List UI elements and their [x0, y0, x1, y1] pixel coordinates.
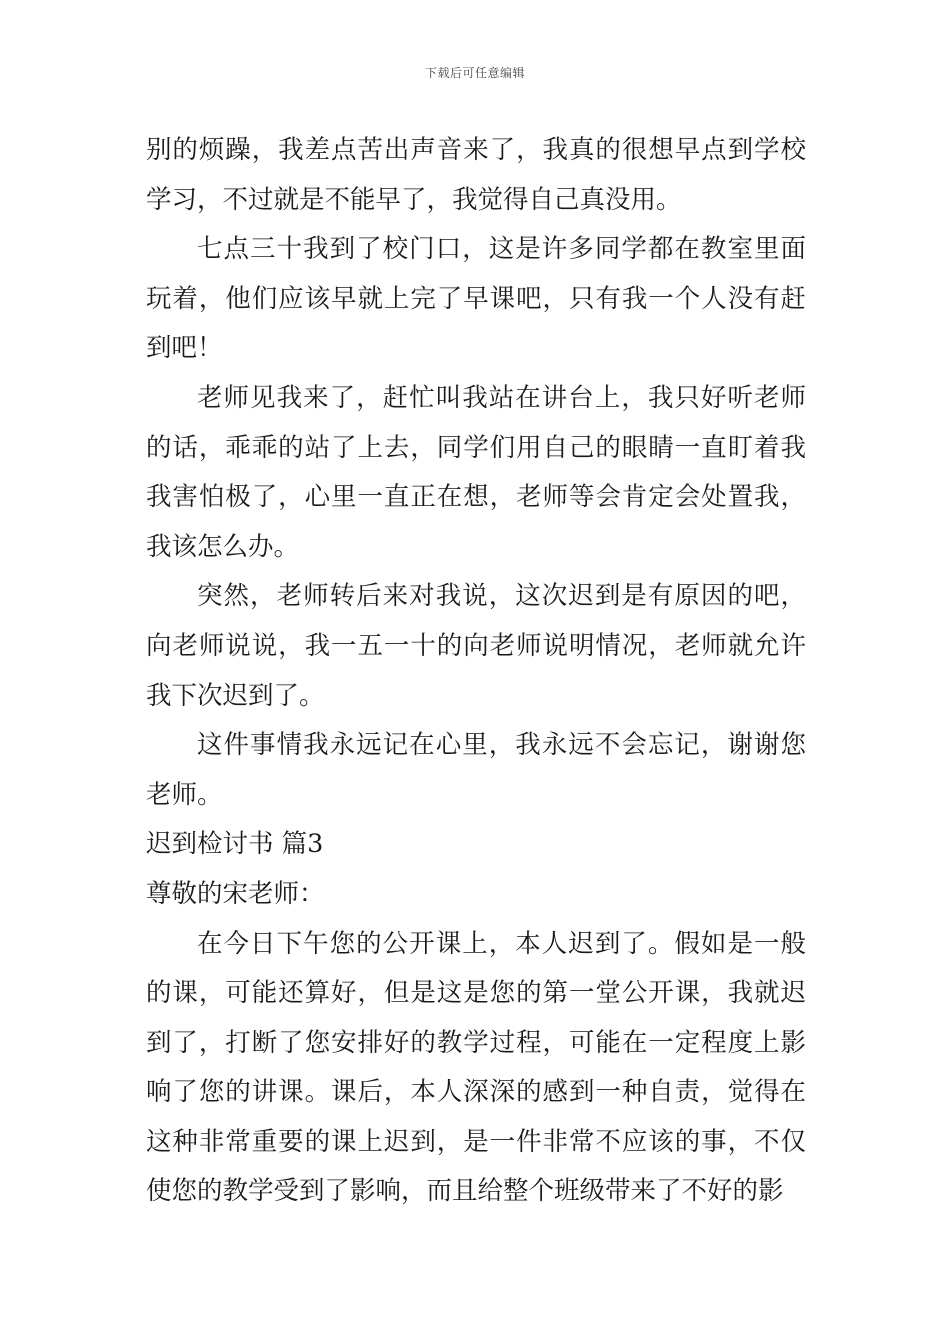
- salutation: 尊敬的宋老师：: [146, 878, 325, 909]
- paragraph: 老师见我来了，赶忙叫我站在讲台上，我只好听老师的话，乖乖的站了上去，同学们用自己的眼睛一直盯着我我害怕极了，心里一直正在想，老师等会肯定会处置我，我该怎么办。: [146, 382, 806, 562]
- page-header-note: 下载后可任意编辑: [424, 66, 525, 80]
- paragraph: 突然，老师转后来对我说，这次迟到是有原因的吧，向老师说说，我一五一十的向老师说明情况，老师就允许我下次迟到了。: [146, 581, 806, 711]
- paragraph-continuation: 别的烦躁，我差点苦出声音来了，我真的很想早点到学校学习，不过就是不能早了，我觉得自己真没用。: [146, 135, 806, 215]
- document-body: [146, 126, 806, 1217]
- section-heading: 迟到检讨书 篇3: [146, 829, 324, 860]
- paragraph: 在今日下午您的公开课上，本人迟到了。假如是一般的课，可能还算好，但是这是您的第一堂公开课，我就迟到了，打断了您安排好的教学过程，可能在一定程度上影响了您的讲课。课后，本人深深的感到一种自责，觉得在这种非常重要的课上迟到，是一件非常不应该的事，不仅使您的教学受到了影响，而且给整个班级带来了不好的影: [146, 928, 806, 1207]
- paragraph: 七点三十我到了校门口，这是许多同学都在教室里面玩着，他们应该早就上完了早课吧，只有我一个人没有赶到吧！: [146, 234, 806, 364]
- paragraph: 这件事情我永远记在心里，我永远不会忘记，谢谢您老师。: [146, 730, 806, 810]
